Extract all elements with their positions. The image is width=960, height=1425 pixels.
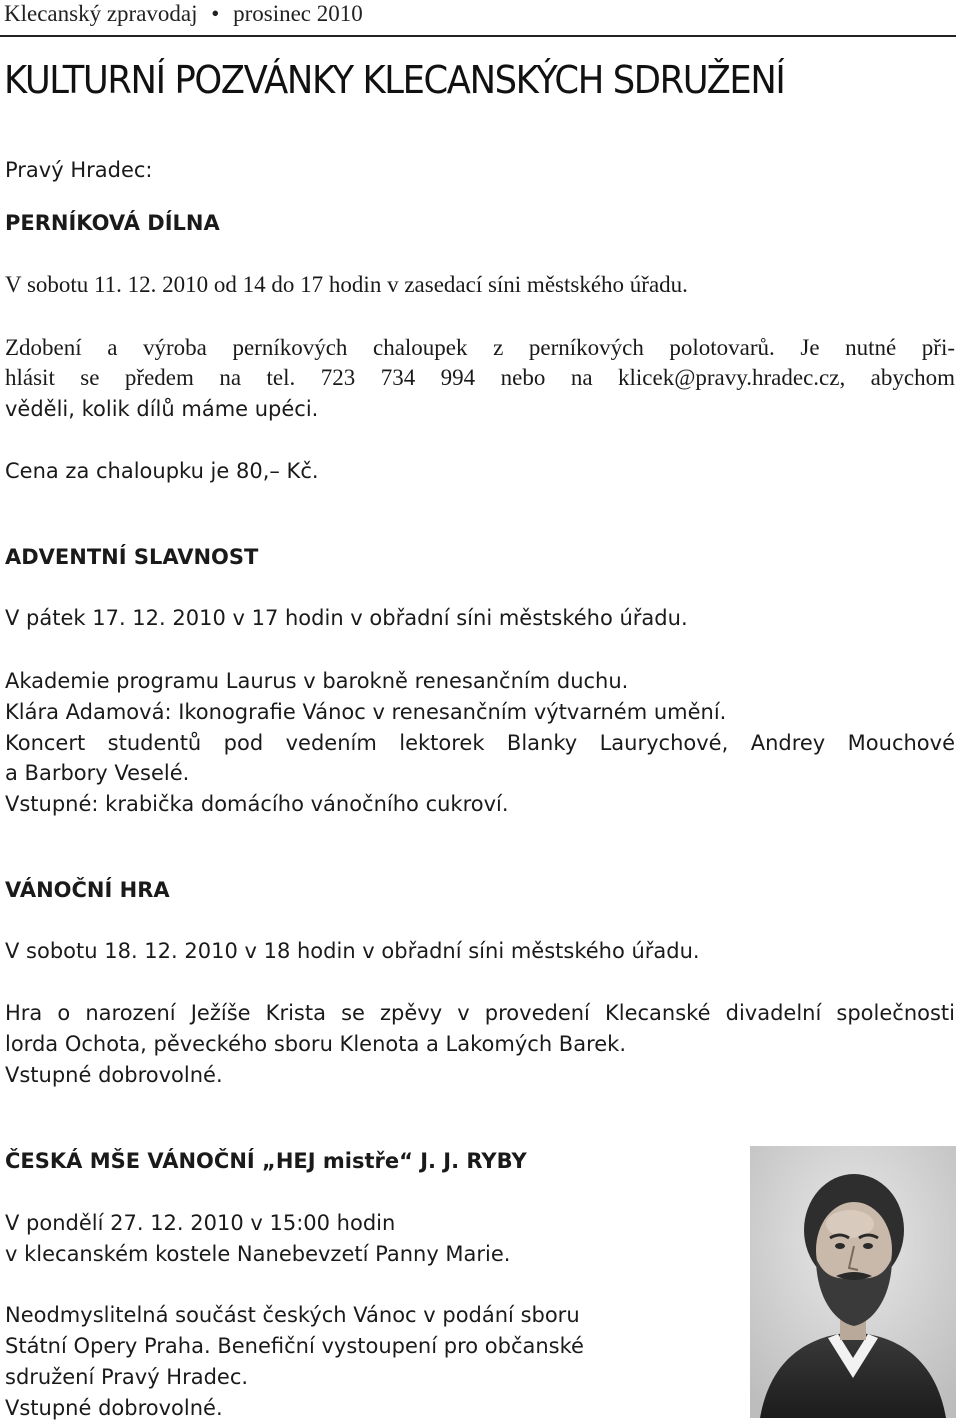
- event-description-line: Státní Opery Praha. Benefiční vystoupení pro občanské: [5, 1334, 584, 1358]
- issue-date: prosinec 2010: [233, 1, 363, 26]
- event-description-line: věděli, kolik dílů máme upéci.: [5, 397, 319, 421]
- event-when: V sobotu 11. 12. 2010 od 14 do 17 hodin v zasedací síni městského úřadu.: [5, 272, 688, 297]
- event-admission: Vstupné dobrovolné.: [5, 1063, 223, 1087]
- event-description-line: Akademie programu Laurus v barokně renesančním duchu.: [5, 669, 629, 693]
- header-rule: [0, 35, 956, 37]
- event-description-line: Klára Adamová: Ikonografie Vánoc v renesančním výtvarném umění.: [5, 700, 727, 724]
- event-description-line: Neodmyslitelná součást českých Vánoc v podání sboru: [5, 1303, 580, 1327]
- event-where: v klecanském kostele Nanebevzetí Panny Marie.: [5, 1242, 511, 1266]
- publication-name: Klecanský zpravodaj: [4, 1, 198, 26]
- event-description-line: a Barbory Veselé.: [5, 761, 190, 785]
- page-title: KULTURNÍ POZVÁNKY KLECANSKÝCH SDRUŽENÍ: [4, 58, 785, 102]
- event-when: V pondělí 27. 12. 2010 v 15:00 hodin: [5, 1211, 396, 1235]
- event-heading-ceska-mse-vanocni: ČESKÁ MŠE VÁNOČNÍ „HEJ mistře“ J. J. RYBY: [5, 1149, 527, 1173]
- event-admission: Vstupné: krabička domácího vánočního cukroví.: [5, 792, 509, 816]
- event-when: V pátek 17. 12. 2010 v 17 hodin v obřadní síni městského úřadu.: [5, 606, 688, 630]
- event-description-line: Koncert studentů pod vedením lektorek Blanky Laurychové, Andrey Mouchové: [5, 731, 955, 755]
- event-description-line: Hra o narození Ježíše Krista se zpěvy v provedení Klecanské divadelní společnosti: [5, 1001, 955, 1025]
- event-admission: Vstupné dobrovolné.: [5, 1396, 223, 1420]
- event-description-line: sdružení Pravý Hradec.: [5, 1365, 249, 1389]
- organizer: Pravý Hradec:: [5, 158, 153, 182]
- event-heading-adventni-slavnost: ADVENTNÍ SLAVNOST: [5, 545, 259, 569]
- portrait-photo: [750, 1146, 956, 1418]
- portrait-illustration: [750, 1146, 956, 1418]
- event-price: Cena za chaloupku je 80,– Kč.: [5, 459, 319, 483]
- header-separator: •: [211, 1, 220, 26]
- event-heading-pernikova-dilna: PERNÍKOVÁ DÍLNA: [5, 211, 220, 235]
- page-header: [4, 1, 363, 27]
- event-when: V sobotu 18. 12. 2010 v 18 hodin v obřadní síni městského úřadu.: [5, 939, 700, 963]
- event-description-line: lorda Ochota, pěveckého sboru Klenota a Lakomých Barek.: [5, 1032, 627, 1056]
- event-description-line: Zdobení a výroba perníkových chaloupek z perníkových polotovarů. Je nutné při-: [5, 335, 955, 360]
- event-heading-vanocni-hra: VÁNOČNÍ HRA: [5, 878, 170, 902]
- event-description-line: hlásit se předem na tel. 723 734 994 nebo na klicek@pravy.hradec.cz, abychom: [5, 365, 955, 390]
